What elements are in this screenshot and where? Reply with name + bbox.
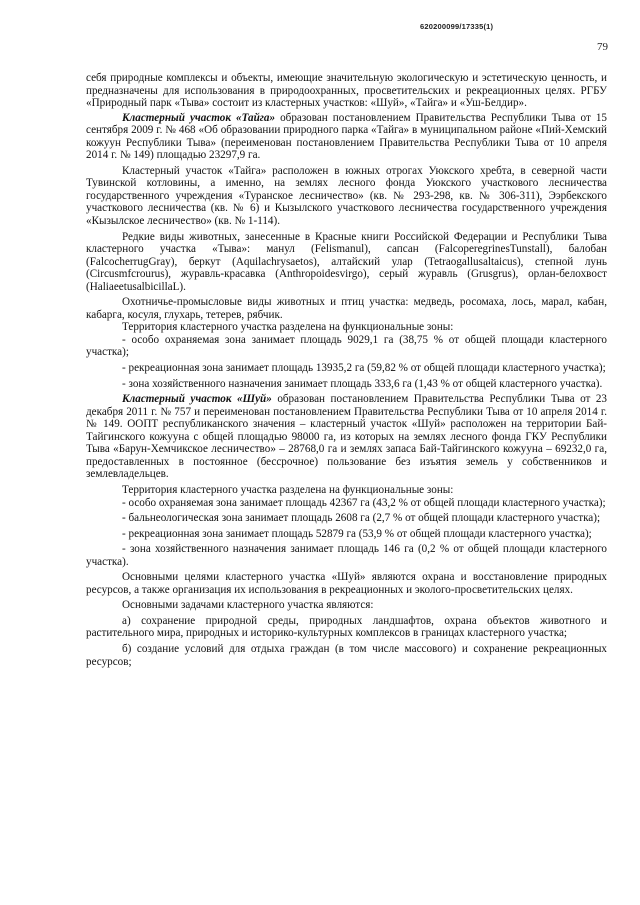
heading-taiga: Кластерный участок «Тайга» <box>122 111 276 124</box>
document-body <box>86 72 607 668</box>
list-item: б) создание условий для отдыха граждан (в том числе массового) и сохранение рекреационных ресурсов; <box>86 642 607 668</box>
paragraph-rare-species: Редкие виды животных, занесенные в Красные книги Российской Федерации и Республики Тыва кластерного участка «Тыва»: манул (Felismanul), сапсан (FalcoperegrinesTunstall), балобан (FalcocherrugGray), беркут (Aquilachrysaetos), алтайский улар (Tetraogallusaltaicus), степной лунь (Circusmfcrourus), журавль-красавка (Anthropoidesvirgo), серый журавль (Grusgrus), орлан-белохвост (HaliaeetusalbicillaL). <box>86 230 607 293</box>
paragraph-zones-intro: Территория кластерного участка разделена на функциональные зоны: <box>122 483 454 496</box>
paragraph-zones-intro: Территория кластерного участка разделена на функциональные зоны: <box>122 321 454 334</box>
list-item: - зона хозяйственного назначения занимает площадь 146 га (0,2 % от общей площади кластерного участка). <box>86 543 607 568</box>
list-item: - бальнеологическая зона занимает площадь 2608 га (2,7 % от общей площади кластерного участка); <box>122 512 601 525</box>
paragraph-text: образован постановлением Правительства Республики Тыва от 23 декабря 2011 г. № 757 и переименован постановлением Правительства Республики Тыва от 10 апреля 2014 г. № 149. ООПТ республиканского значения – кластерный участок «Шуй» расположен на территории Бай-Тайгинского кожууна с общей площадью 98000 га, из которых на землях лесного фонда ГКУ Республики Тыва «Барун-Хемчикское лесничество» – 28768,0 га и землях запаса Бай-Тайгинского кожууна – 69232,0 га, предоставленных в постоянное (бессрочное) пользование без изъятия земель у собственников и землевладельцев. <box>86 393 608 481</box>
heading-shui: Кластерный участок «Шуй» <box>122 393 272 406</box>
paragraph-taiga-decree <box>86 112 607 162</box>
paragraph-intro: себя природные комплексы и объекты, имеющие значительную экологическую и эстетическую ценность, и предназначены для использования в природоохранных, просветительских и рекреационных целях. РГБУ «Природный парк «Тыва» состоит из кластерных участков: «Шуй», «Тайга» и «Уш-Белдир». <box>86 72 607 110</box>
paragraph-game-species: Охотничье-промысловые виды животных и птиц участка: медведь, росомаха, лось, марал, кабан, кабарга, косуля, глухарь, тетерев, рябчик. <box>86 296 607 321</box>
list-item: - рекреационная зона занимает площадь 52879 га (53,9 % от общей площади кластерного участка); <box>122 527 592 540</box>
page-number: 79 <box>597 41 608 53</box>
paragraph-text: образован постановлением Правительства Республики Тыва от 15 сентября 2009 г. № 468 «Об образовании природного парка «Тайга» в муниципальном районе «Пий-Хемский кожуун Республики Тыва» (переименован постановлением Правительства Республики Тыва от 10 апреля 2014 г. № 149) площадью 23297,9 га. <box>86 111 607 162</box>
list-item: - зона хозяйственного назначения занимает площадь 333,6 га (1,43 % от общей кластерного участка). <box>122 377 603 390</box>
list-item: - особо охраняемая зона занимает площадь 42367 га (43,2 % от общей площади кластерного участка); <box>122 496 606 509</box>
document-code: 620200099/17335(1) <box>420 22 494 31</box>
paragraph-tasks-intro: Основными задачами кластерного участка являются: <box>122 599 374 612</box>
paragraph-shui-decree <box>86 393 607 481</box>
list-item: - особо охраняемая зона занимает площадь 9029,1 га (38,75 % от общей площади кластерного участка); <box>86 333 607 359</box>
list-item: а) сохранение природной среды, природных ландшафтов, охрана объектов животного и растительного мира, природных и историко-культурных комплексов в границах кластерного участка; <box>86 614 607 640</box>
paragraph-taiga-location: Кластерный участок «Тайга» расположен в южных отрогах Уюкского хребта, в северной части Тувинской котловины, а именно, на землях лесного фонда Уюкского участкового лесничества государственного учреждения «Туранское лесничество» (кв. № 293-298, кв. № 306-311), Ээрбекского участкового лесничества (кв. № 6) и Кызылского участкового лесничества государственного учреждения «Кызылское лесничество» (кв. № 1-114). <box>86 164 607 228</box>
paragraph-goals: Основными целями кластерного участка «Шуй» являются охрана и восстановление природных ресурсов, а также организация их использования в рекреационных и эколого-просветительских целях. <box>86 571 607 596</box>
list-item: - рекреационная зона занимает площадь 13935,2 га (59,82 % от общей площади кластерного участка); <box>122 362 606 375</box>
